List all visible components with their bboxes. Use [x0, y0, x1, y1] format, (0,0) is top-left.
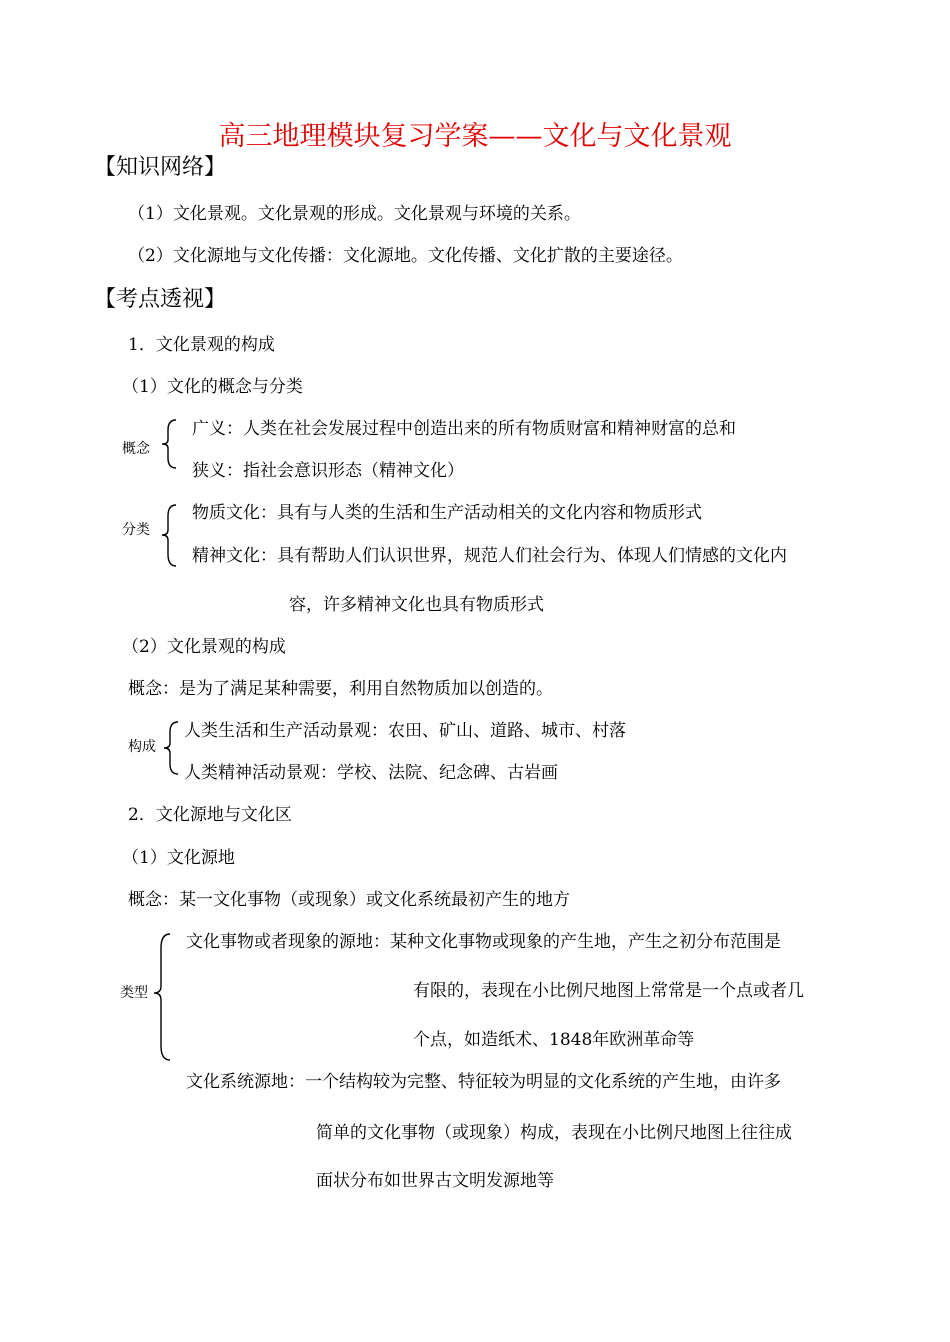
origin-concept: 概念：某一文化事物（或现象）或文化系统最初产生的地方 — [128, 890, 570, 910]
category-label: 分类 — [122, 522, 150, 538]
type-2-line-1: 文化系统源地：一个结构较为完整、特征较为明显的文化系统的产生地，由许多 — [186, 1072, 781, 1092]
composition-label: 构成 — [128, 739, 156, 755]
composition-item-2: 人类精神活动景观：学校、法院、纪念碑、古岩画 — [184, 763, 558, 783]
section-2-sub-1: （1）文化源地 — [122, 848, 235, 868]
composition-brace — [162, 720, 182, 776]
type-1-line-2: 有限的，表现在小比例尺地图上常常是一个点或者几 — [413, 981, 804, 1001]
network-item-1: （1）文化景观。文化景观的形成。文化景观与环境的关系。 — [128, 204, 581, 224]
concept-brace — [160, 418, 180, 470]
type-1-line-1: 文化事物或者现象的源地：某种文化事物或现象的产生地，产生之初分布范围是 — [186, 932, 781, 952]
knowledge-network-heading: 【知识网络】 — [94, 155, 227, 180]
exam-points-heading: 【考点透视】 — [94, 287, 227, 312]
section-1-heading: 1．文化景观的构成 — [128, 335, 275, 355]
section-2-heading: 2．文化源地与文化区 — [128, 805, 292, 825]
composition-item-1: 人类生活和生产活动景观：农田、矿山、道路、城市、村落 — [184, 721, 626, 741]
spiritual-culture-line-1: 精神文化：具有帮助人们认识世界，规范人们社会行为、体现人们情感的文化内 — [192, 546, 787, 566]
concept-broad: 广义：人类在社会发展过程中创造出来的所有物质财富和精神财富的总和 — [192, 419, 736, 439]
section-1-sub-2: （2）文化景观的构成 — [122, 637, 286, 657]
concept-narrow: 狭义：指社会意识形态（精神文化） — [192, 461, 464, 481]
concept-label: 概念 — [122, 441, 150, 457]
network-item-2: （2）文化源地与文化传播：文化源地。文化传播、文化扩散的主要途径。 — [128, 246, 683, 266]
type-1-line-3: 个点，如造纸术、1848年欧洲革命等 — [413, 1030, 695, 1050]
category-brace — [160, 503, 180, 569]
type-2-line-2: 简单的文化事物（或现象）构成，表现在小比例尺地图上往往成 — [316, 1123, 792, 1143]
type-label: 类型 — [120, 985, 148, 1001]
section-1-sub-1: （1）文化的概念与分类 — [122, 377, 303, 397]
page-title: 高三地理模块复习学案——文化与文化景观 — [218, 121, 732, 152]
type-brace — [152, 932, 176, 1064]
material-culture: 物质文化：具有与人类的生活和生产活动相关的文化内容和物质形式 — [192, 503, 702, 523]
spiritual-culture-line-2: 容，许多精神文化也具有物质形式 — [289, 595, 544, 615]
landscape-concept: 概念：是为了满足某种需要，利用自然物质加以创造的。 — [128, 679, 553, 699]
type-2-line-3: 面状分布如世界古文明发源地等 — [316, 1171, 554, 1191]
